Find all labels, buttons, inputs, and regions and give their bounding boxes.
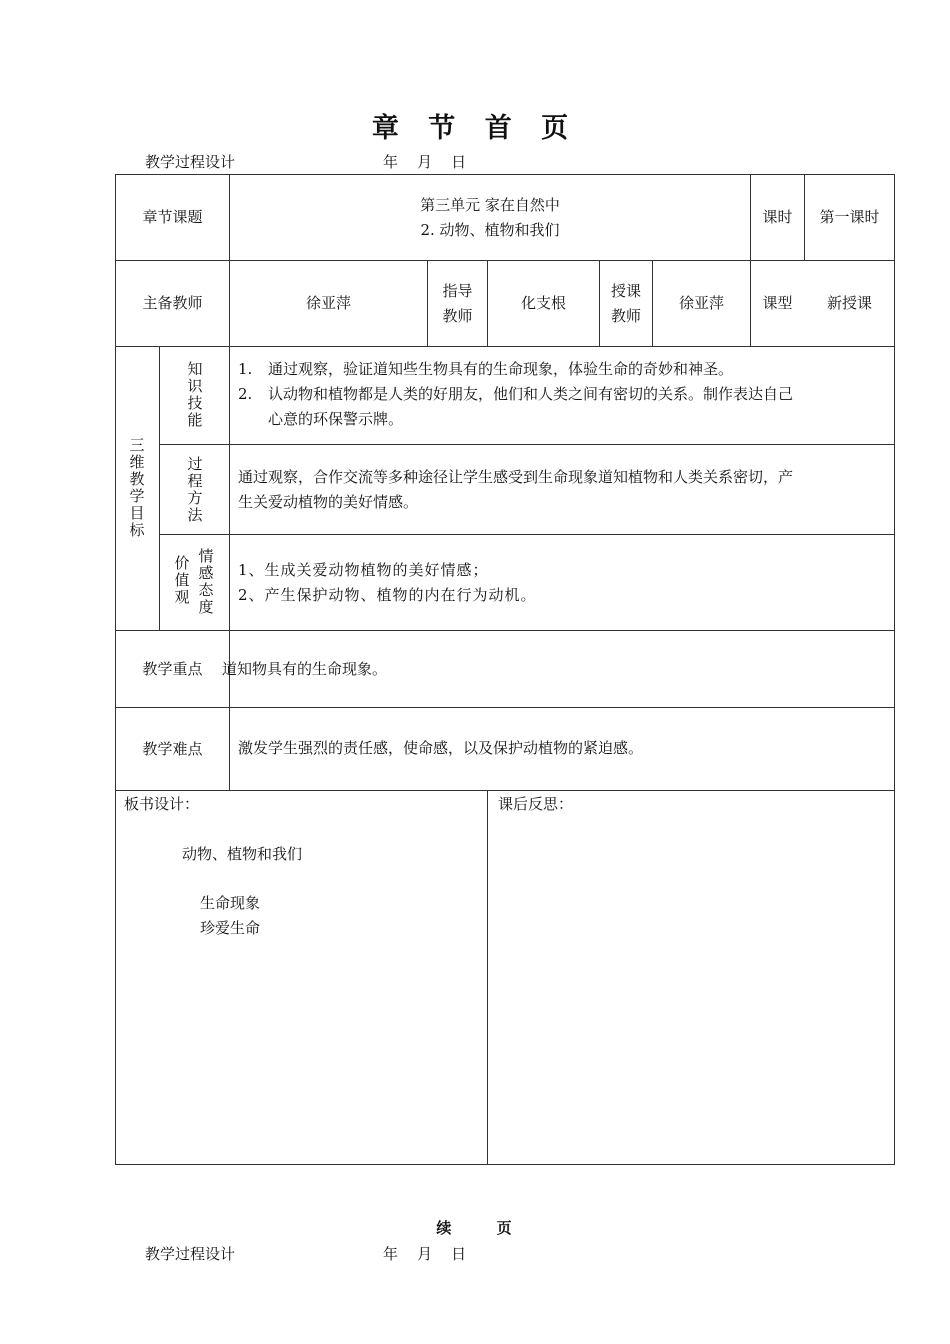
chapter-line-2: 2. 动物、植物和我们 (420, 221, 560, 239)
page-title: 章 节 首 页 (371, 113, 579, 144)
lesson-type-value: 新授课 (826, 294, 872, 312)
reflection-label: 课后反思： (498, 795, 574, 813)
date-label: 年 月 日 (383, 153, 467, 171)
list-item: 心意的环保警示牌。 (268, 410, 404, 428)
lead-teacher-label: 主备教师 (142, 294, 203, 312)
chapter-title (230, 193, 750, 243)
teaching-teacher-label (600, 261, 652, 346)
lead-teacher-value: 徐亚萍 (305, 294, 351, 312)
design-label-2: 教学过程设计 (145, 1245, 236, 1263)
list-item: 2. 认动物和植物都是人类的好朋友，他们和人类之间有密切的关系。制作表达自己 (238, 385, 794, 403)
objectives-group-label: 三 维 教 学 目 标 (129, 436, 145, 539)
teach-label-line-2: 教师 (610, 306, 641, 325)
process-label: 过 程 方 法 (187, 455, 203, 524)
knowledge-items (238, 357, 888, 432)
guide-teacher-label (428, 261, 487, 346)
date-label-2: 年 月 日 (383, 1245, 467, 1263)
lesson-type-label: 课型 (762, 294, 793, 312)
guide-teacher-value: 化支根 (520, 294, 566, 312)
period-value: 第一课时 (819, 208, 880, 226)
board-item-2: 珍爱生命 (200, 919, 261, 937)
difficulty-value: 激发学生强烈的责任感，使命感，以及保护动植物的紧迫感。 (238, 739, 644, 757)
teach-label-line-1: 授课 (610, 281, 641, 300)
continuation-title: 续 页 (436, 1219, 514, 1237)
design-label: 教学过程设计 (145, 153, 236, 171)
key-point-label: 教学重点 (142, 659, 203, 678)
guide-label-line-1: 指导 (442, 281, 473, 300)
period-label: 课时 (762, 208, 793, 226)
chapter-line-1: 第三单元 家在自然中 (420, 196, 560, 214)
knowledge-label: 知 识 技 能 (187, 360, 203, 429)
list-item: 1. 通过观察，验证道知些生物具有的生命现象，体验生命的奇妙和神圣。 (238, 360, 734, 378)
board-design-label: 板书设计： (124, 795, 200, 813)
values-label-left: 价 值 观 (174, 554, 190, 606)
process-text: 通过观察，合作交流等多种途径让学生感受到生命现象道知植物和人类关系密切，产 生关爱动植物的美好情感。 (238, 468, 794, 511)
difficulty-label: 教学难点 (142, 739, 203, 758)
board-item-1: 生命现象 (200, 894, 261, 912)
chapter-label: 章节课题 (142, 208, 203, 226)
board-title: 动物、植物和我们 (182, 845, 303, 863)
values-label-right: 情 感 态 度 (198, 547, 214, 616)
key-point-value: 道知物具有的生命现象。 (222, 660, 388, 678)
guide-label-line-2: 教师 (442, 306, 473, 325)
teaching-teacher-value: 徐亚萍 (678, 294, 724, 312)
values-text: 1、生成关爱动物植物的美好情感； 2、产生保护动物、植物的内在行为动机。 (238, 561, 537, 604)
